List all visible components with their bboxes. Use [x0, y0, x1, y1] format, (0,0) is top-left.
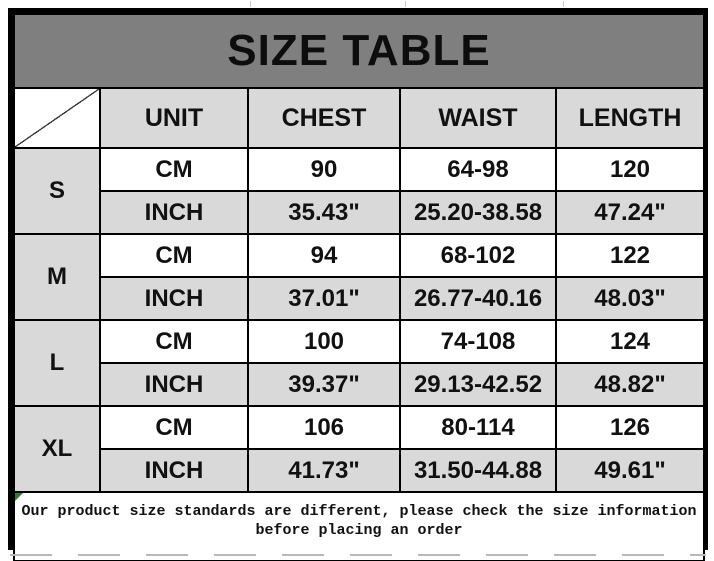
unit-label: CM: [100, 234, 248, 277]
unit-label: INCH: [100, 191, 248, 234]
waist-value: 68-102: [400, 234, 556, 277]
size-note: [14, 492, 704, 561]
size-table: [8, 8, 708, 550]
bottom-gridline-stubs: [10, 554, 706, 556]
column-header-unit: UNIT: [100, 88, 248, 148]
chest-value: 100: [248, 320, 400, 363]
table-title-row: [14, 14, 704, 88]
table-row: [14, 191, 704, 234]
unit-label: INCH: [100, 449, 248, 492]
gridline-stub: [563, 1, 564, 7]
note-line-2: before placing an order: [255, 522, 463, 539]
waist-value: 80-114: [400, 406, 556, 449]
column-header-chest: CHEST: [248, 88, 400, 148]
chest-value: 37.01": [248, 277, 400, 320]
chest-value: 106: [248, 406, 400, 449]
waist-value: 25.20-38.58: [400, 191, 556, 234]
diagonal-header-cell: [14, 88, 100, 148]
unit-label: INCH: [100, 277, 248, 320]
size-label-xl: XL: [14, 406, 100, 492]
size-label-m: M: [14, 234, 100, 320]
length-value: 126: [556, 406, 704, 449]
waist-value: 74-108: [400, 320, 556, 363]
chest-value: 90: [248, 148, 400, 191]
chest-value: 41.73": [248, 449, 400, 492]
waist-value: 29.13-42.52: [400, 363, 556, 406]
length-value: 48.03": [556, 277, 704, 320]
unit-label: CM: [100, 406, 248, 449]
gridline-stub: [405, 1, 406, 7]
waist-value: 31.50-44.88: [400, 449, 556, 492]
table-row: [14, 277, 704, 320]
table-row: [14, 320, 704, 363]
chest-value: 39.37": [248, 363, 400, 406]
waist-value: 64-98: [400, 148, 556, 191]
table-row: [14, 234, 704, 277]
length-value: 49.61": [556, 449, 704, 492]
waist-value: 26.77-40.16: [400, 277, 556, 320]
table-row: [14, 406, 704, 449]
length-value: 47.24": [556, 191, 704, 234]
length-value: 120: [556, 148, 704, 191]
size-label-s: S: [14, 148, 100, 234]
length-value: 122: [556, 234, 704, 277]
chest-value: 35.43": [248, 191, 400, 234]
unit-label: CM: [100, 148, 248, 191]
length-value: 48.82": [556, 363, 704, 406]
table-row: [14, 148, 704, 191]
chest-value: 94: [248, 234, 400, 277]
table-row: [14, 363, 704, 406]
column-header-waist: WAIST: [400, 88, 556, 148]
column-header-length: LENGTH: [556, 88, 704, 148]
table-row: [14, 449, 704, 492]
length-value: 124: [556, 320, 704, 363]
note-row: [14, 492, 704, 561]
page-title: SIZE TABLE: [14, 14, 704, 88]
gridline-stub: [250, 1, 251, 7]
unit-label: CM: [100, 320, 248, 363]
column-header-row: [14, 88, 704, 148]
unit-label: INCH: [100, 363, 248, 406]
green-corner-marker-icon: [15, 493, 23, 501]
size-table-grid: [13, 13, 705, 561]
size-label-l: L: [14, 320, 100, 406]
note-line-1: Our product size standards are different, please check the size information: [21, 503, 697, 520]
